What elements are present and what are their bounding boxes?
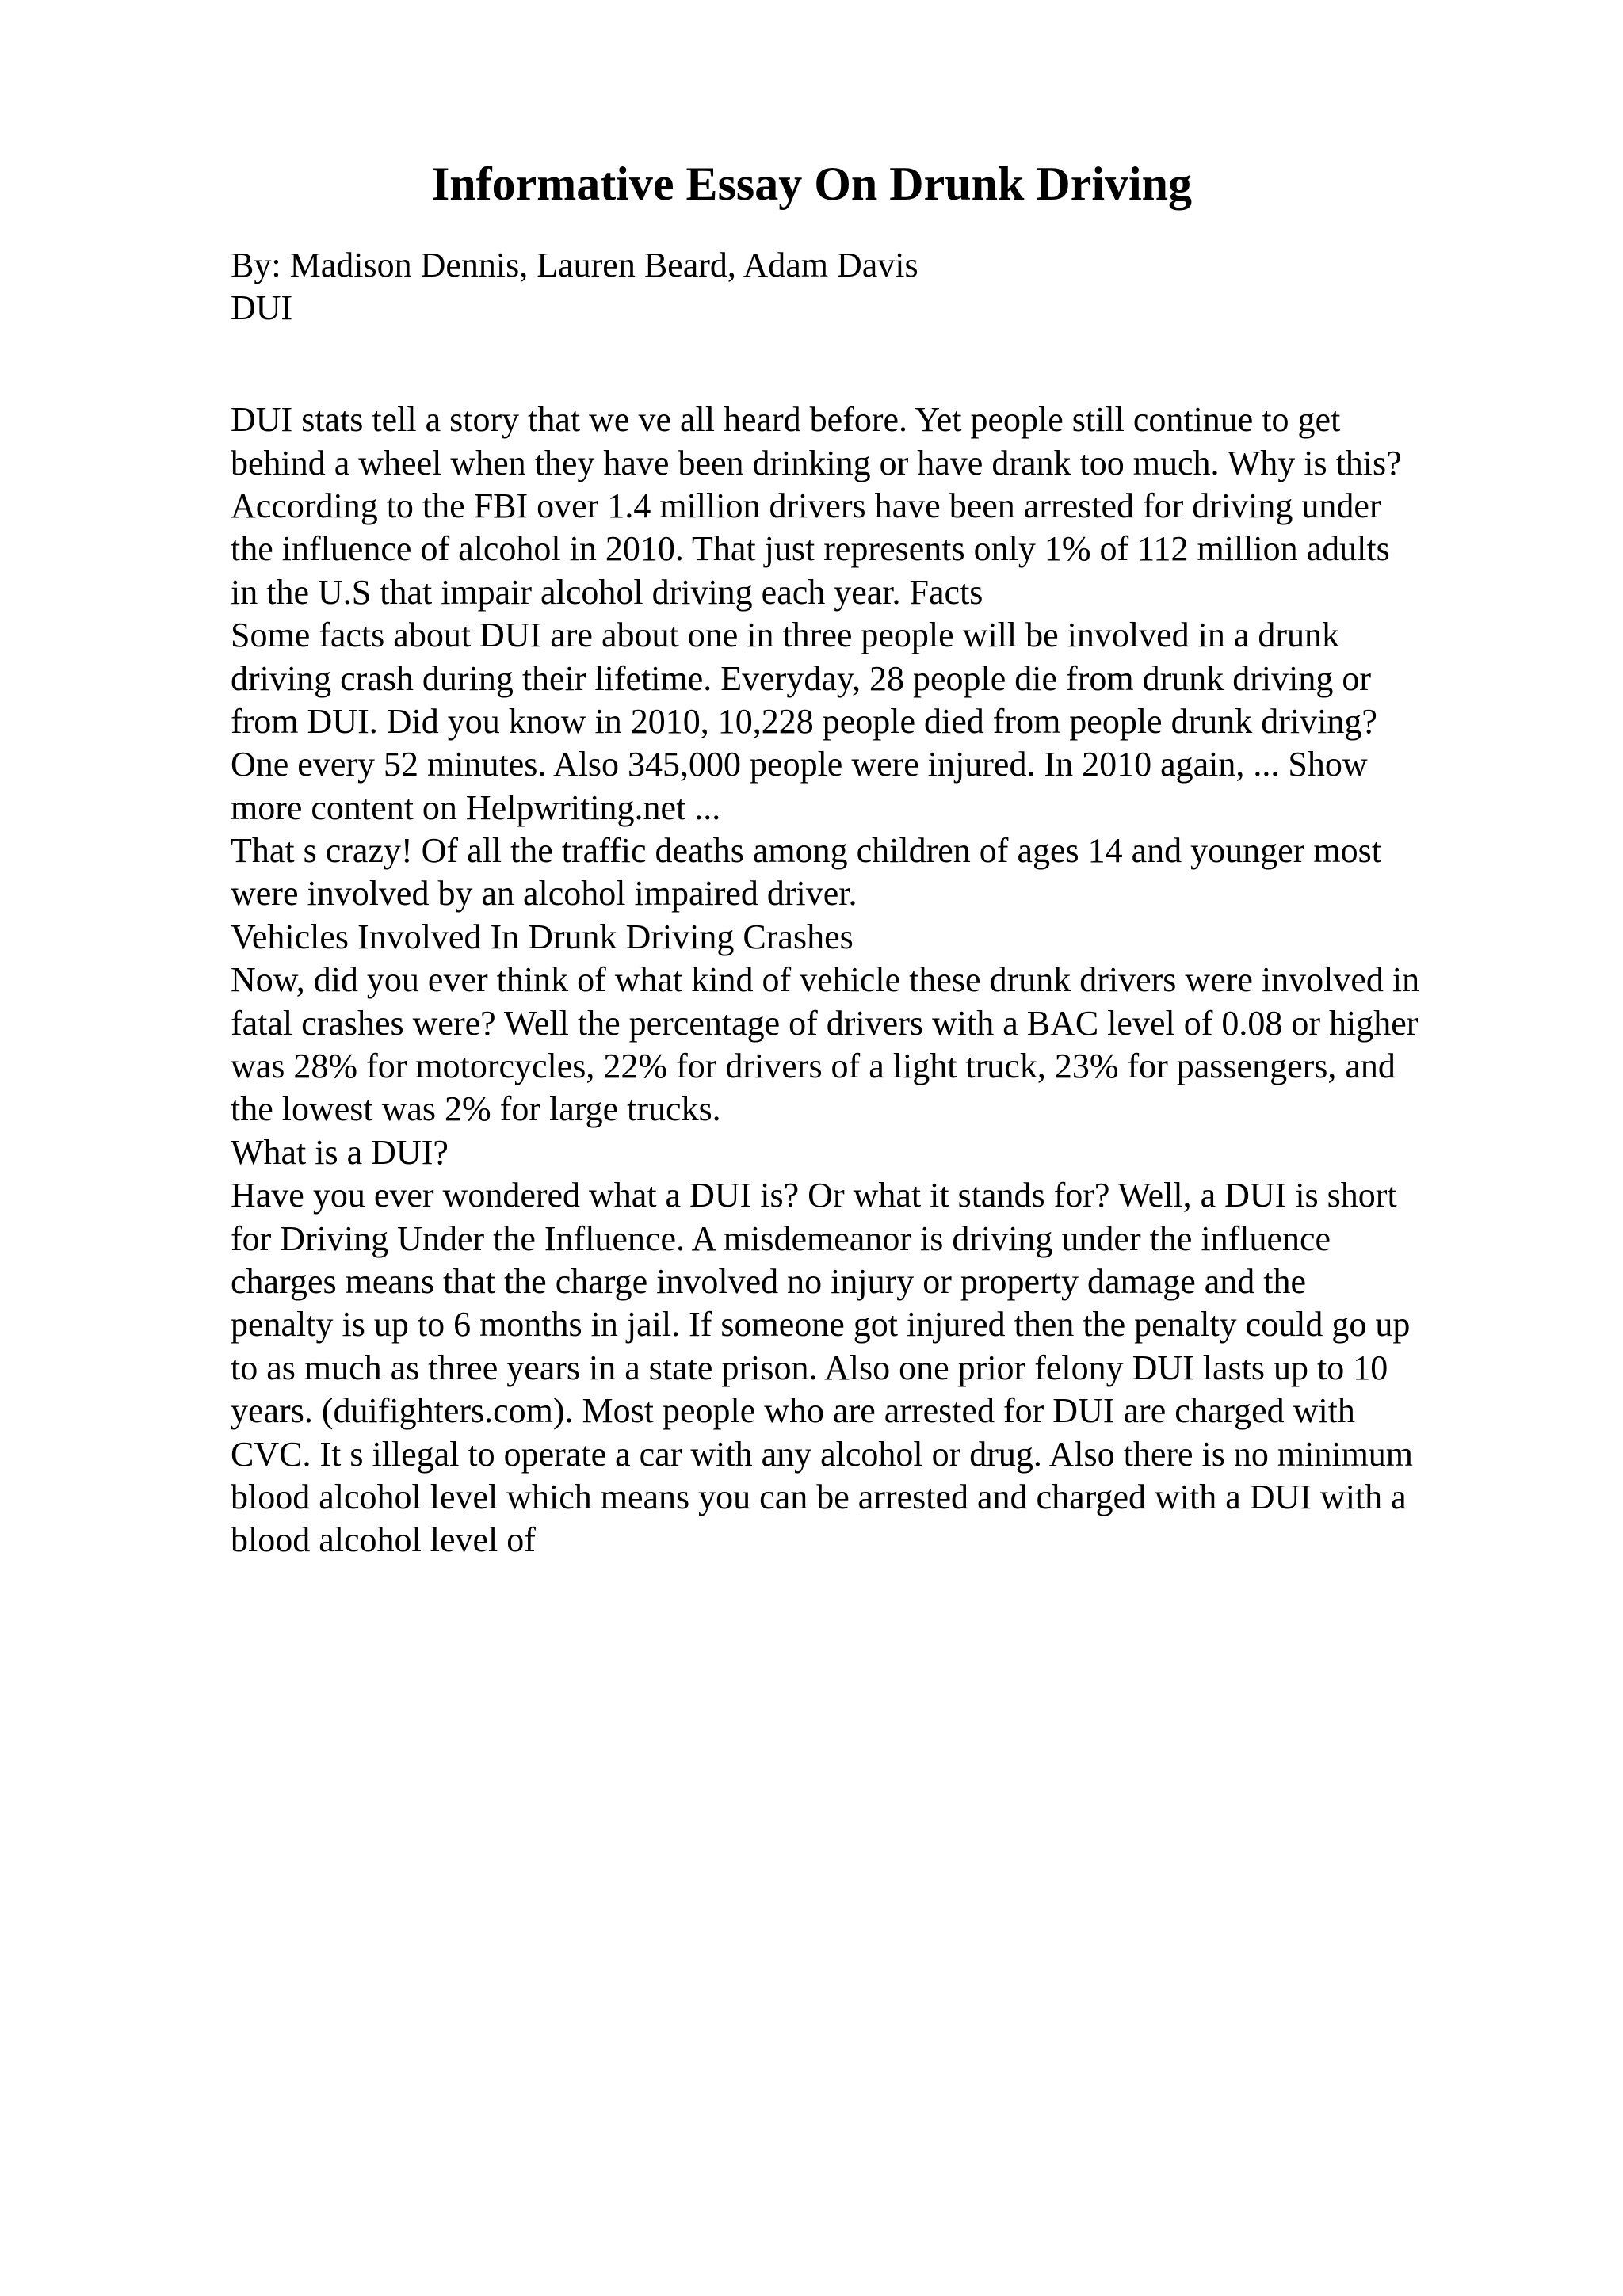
- text-line: the influence of alcohol in 2010. That just represents only 1% of 112 million adults: [231, 529, 1390, 569]
- text-line: According to the FBI over 1.4 million drivers have been arrested for driving under: [231, 486, 1381, 525]
- text-line: were involved by an alcohol impaired driver.: [231, 874, 857, 913]
- blank-line: [231, 343, 1578, 386]
- text-line: to as much as three years in a state prison. Also one prior felony DUI lasts up to 10: [231, 1348, 1388, 1387]
- document-title: Informative Essay On Drunk Driving: [430, 158, 1193, 210]
- text-line: What is a DUI?: [231, 1132, 449, 1172]
- text-line: blood alcohol level which means you can be arrested and charged with a DUI with a: [231, 1477, 1407, 1516]
- text-line: penalty is up to 6 months in jail. If someone got injured then the penalty could go up: [231, 1305, 1411, 1344]
- text-line: Have you ever wondered what a DUI is? Or what it stands for? Well, a DUI is short: [231, 1176, 1397, 1215]
- text-line: fatal crashes were? Well the percentage of drivers with a BAC level of 0.08 or higher: [231, 1003, 1419, 1043]
- text-line: driving crash during their lifetime. Everyday, 28 people die from drunk driving or: [231, 658, 1371, 698]
- text-line: blood alcohol level of: [231, 1520, 536, 1560]
- text-line: That s crazy! Of all the traffic deaths among children of ages 14 and younger most: [231, 831, 1381, 871]
- text-line: from DUI. Did you know in 2010, 10,228 people died from people drunk driving?: [231, 701, 1377, 741]
- text-line: charges means that the charge involved no injury or property damage and the: [231, 1261, 1307, 1301]
- text-line: years. (duifighters.com). Most people who are arrested for DUI are charged with: [231, 1391, 1355, 1431]
- text-line: more content on Helpwriting.net ...: [231, 788, 721, 827]
- text-line: DUI: [231, 288, 293, 328]
- text-line: for Driving Under the Influence. A misdemeanor is driving under the influence: [231, 1219, 1331, 1258]
- text-line: in the U.S that impair alcohol driving each year. Facts: [231, 572, 983, 612]
- text-line: behind a wheel when they have been drinking or have drank too much. Why is this?: [231, 443, 1402, 482]
- text-line: Vehicles Involved In Drunk Driving Crashes: [231, 917, 854, 956]
- text-line: Some facts about DUI are about one in three people will be involved in a drunk: [231, 616, 1340, 655]
- text-line: DUI stats tell a story that we ve all heard before. Yet people still continue to get: [231, 400, 1341, 440]
- text-line: By: Madison Dennis, Lauren Beard, Adam Davis: [231, 246, 918, 284]
- text-line: CVC. It s illegal to operate a car with any alcohol or drug. Also there is no minimum: [231, 1434, 1414, 1474]
- text-line: Now, did you ever think of what kind of vehicle these drunk drivers were involved in: [231, 960, 1420, 1000]
- document-body: [231, 244, 1578, 1562]
- text-line: was 28% for motorcycles, 22% for drivers of a light truck, 23% for passengers, and: [231, 1047, 1396, 1086]
- text-line: One every 52 minutes. Also 345,000 people were injured. In 2010 again, ... Show: [231, 745, 1368, 784]
- text-line: the lowest was 2% for large trucks.: [231, 1089, 721, 1129]
